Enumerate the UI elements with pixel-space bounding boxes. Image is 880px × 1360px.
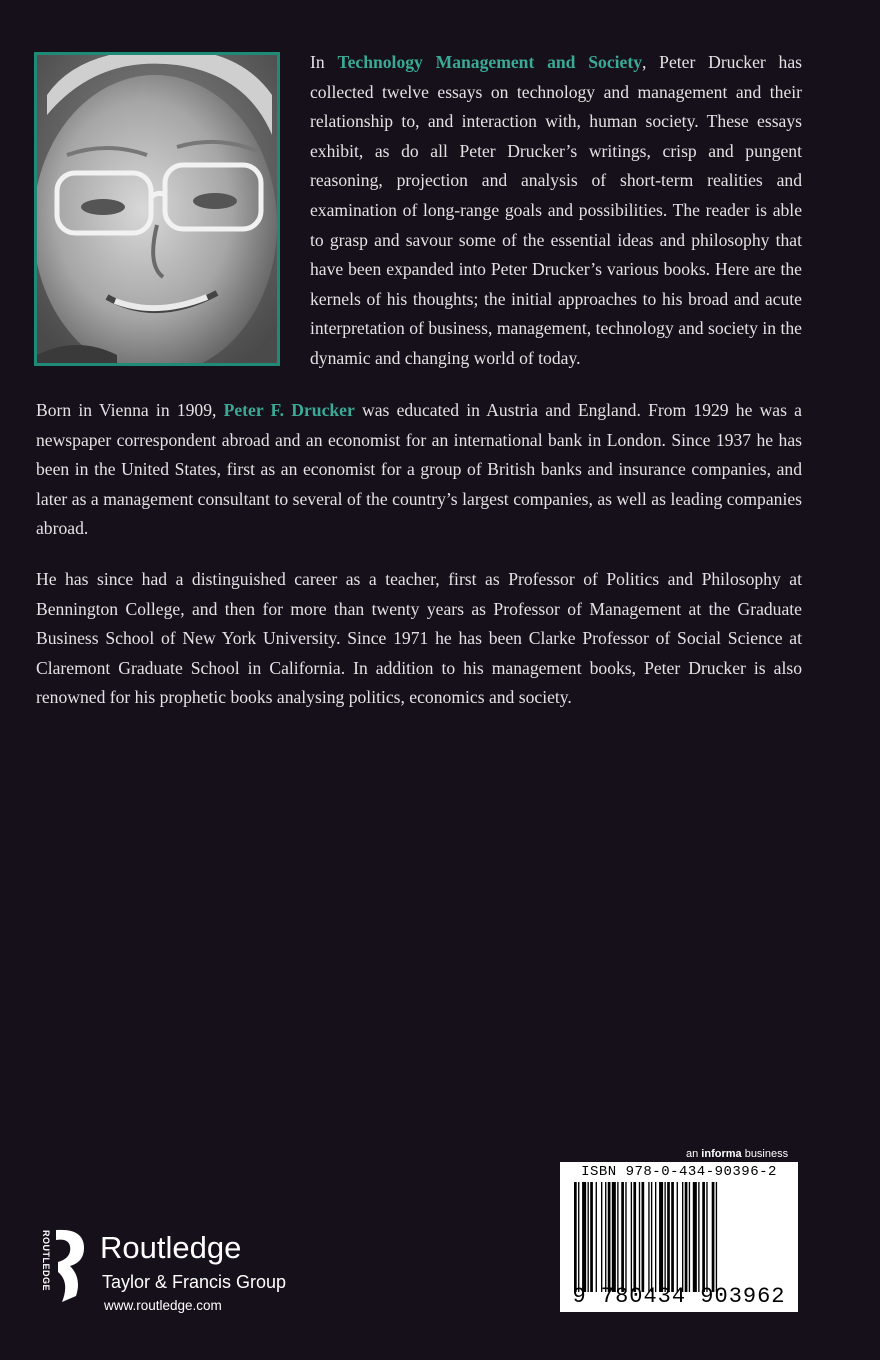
publisher-url[interactable]: www.routledge.com <box>104 1298 222 1313</box>
author-name: Peter F. Drucker <box>223 400 355 420</box>
bio1-text: was educated in Austria and England. From 1929 he was a newspaper correspondent abroad and an economist for an international bank in London. Since 1937 he has been in the United States, first as an economist for a group of British banks and insurance companies, and later as a management consultant to several of the country’s largest companies, as well as leading companies abroad. <box>36 400 802 539</box>
barcode-bar <box>702 1182 705 1292</box>
book-title: Technology Management and Society <box>337 52 642 72</box>
barcode-bar <box>659 1182 663 1292</box>
barcode-bar <box>596 1182 597 1292</box>
routledge-vertical-text: ROUTLEDGE <box>41 1230 51 1292</box>
informa-prefix: an <box>686 1148 702 1160</box>
barcode-bar <box>706 1182 707 1292</box>
barcode-bar <box>633 1182 636 1292</box>
barcode-bar <box>677 1182 678 1292</box>
author-portrait-image <box>37 55 277 363</box>
barcode-bar <box>655 1182 656 1292</box>
publisher-logo <box>38 1226 318 1326</box>
barcode-bar <box>667 1182 670 1292</box>
barcode-bar <box>648 1182 649 1292</box>
informa-tagline <box>686 1148 788 1160</box>
bio-paragraph-1 <box>36 396 802 544</box>
bio-paragraph-2 <box>36 565 802 713</box>
isbn-label: ISBN 978-0-434-90396-2 <box>581 1164 777 1180</box>
barcode-bar <box>578 1182 579 1292</box>
barcode-bar <box>590 1182 593 1292</box>
barcode-bar <box>582 1182 586 1292</box>
barcode-digits: 9 780434 903962 <box>572 1284 786 1309</box>
barcode-bar <box>608 1182 611 1292</box>
publisher-name: Routledge <box>100 1230 242 1265</box>
intro-text: , Peter Drucker has collected twelve essays on technology and management and their relationship to, and interaction with, human society. These essays exhibit, as do all Peter Drucker’s writings, crisp and pungent reasoning, projection and analysis of short-term realities and examination of long-range goals and possibilities. The reader is able to grasp and savour some of the essential ideas and philosophy that have been expanded into Peter Drucker’s various books. Here are the kernels of his thoughts; the initial approaches to his broad and acute interpretation of business, management, technology and society in the dynamic and changing world of today. <box>310 52 802 368</box>
barcode-bar <box>682 1182 683 1292</box>
barcode-bar <box>601 1182 602 1292</box>
intro-paragraph <box>310 48 802 374</box>
barcode-bar <box>716 1182 717 1292</box>
author-photo <box>34 52 280 366</box>
barcode-bar <box>631 1182 632 1292</box>
barcode-bars <box>574 1182 790 1292</box>
barcode-bar <box>621 1182 624 1292</box>
barcode-bar <box>651 1182 652 1292</box>
barcode-bar <box>693 1182 697 1292</box>
barcode-bar <box>612 1182 616 1292</box>
barcode-bar <box>625 1182 626 1292</box>
barcode-bar <box>574 1182 577 1292</box>
publisher-group: Taylor & Francis Group <box>102 1272 287 1292</box>
bio1-lead: Born in Vienna in 1909, <box>36 400 224 420</box>
barcode-bar <box>671 1182 674 1292</box>
barcode-bar <box>664 1182 665 1292</box>
barcode-bar <box>712 1182 715 1292</box>
bio2-text: He has since had a distinguished career as a teacher, first as Professor of Politics and Philosophy at Bennington College, and then for more than twenty years as Professor of Management at the Graduate Business School of New York University. Since 1971 he has been Clarke Professor of Social Science at Claremont Graduate School in California. In addition to his management books, Peter Drucker is also renowned for his prophetic books analysing politics, economics and society. <box>36 569 802 708</box>
isbn-barcode <box>560 1162 798 1312</box>
informa-bold: informa <box>701 1148 742 1160</box>
barcode-bar <box>642 1182 645 1292</box>
barcode-bar <box>605 1182 606 1292</box>
barcode-bar <box>698 1182 699 1292</box>
intro-lead: In <box>310 52 338 72</box>
barcode-bar <box>689 1182 690 1292</box>
barcode-bar <box>617 1182 618 1292</box>
informa-suffix: business <box>741 1148 789 1160</box>
barcode-bar <box>639 1182 640 1292</box>
barcode-bar <box>685 1182 688 1292</box>
barcode-bar <box>588 1182 589 1292</box>
